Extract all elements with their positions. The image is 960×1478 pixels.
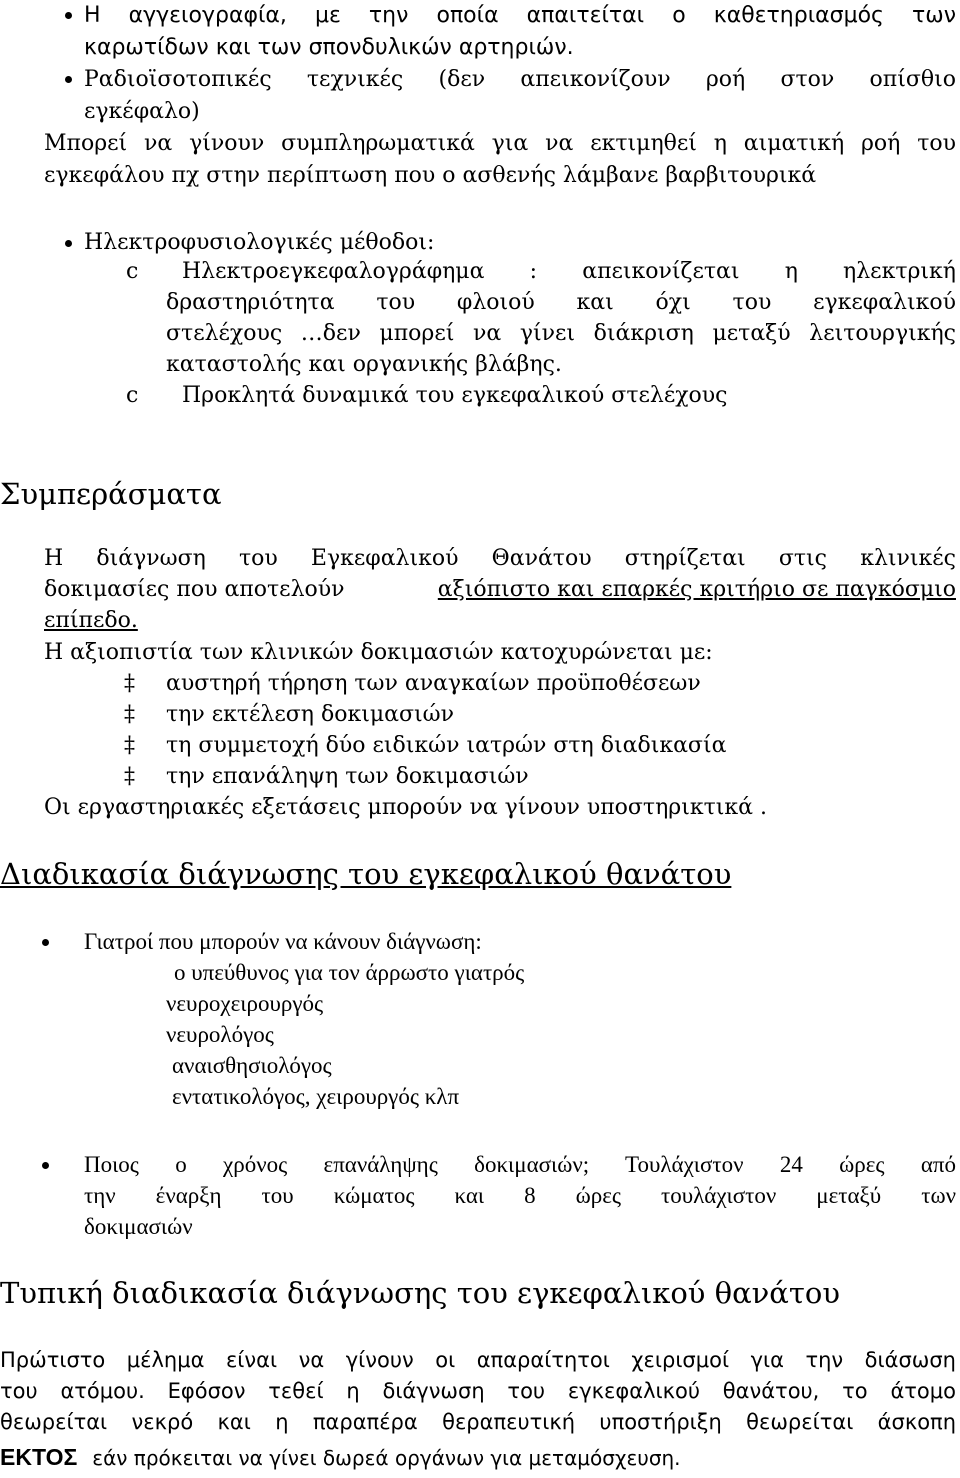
typical-procedure-heading: Τυπική διαδικασία διάγνωσης του εγκεφαλικού θανάτου (0, 1276, 841, 1310)
doctor-item: εντατικολόγος, χειρουργός κλπ (172, 1084, 460, 1109)
typical-line-2: του ατόμου. Εφόσον τεθεί η διάγνωση του εγκεφαλικού θανάτου, το άτομο (0, 1379, 956, 1403)
double-dagger-icon: ‡ (124, 671, 135, 696)
double-dagger-icon: ‡ (124, 733, 135, 758)
supplementary-line-2: εγκεφάλου πχ στην περίπτωση που ο ασθενής λάμβανε βαρβιτουρικά (44, 163, 817, 188)
diagnosis-line-2-plain: δοκιμασίες που αποτελούν (44, 577, 345, 602)
evoked-potentials: Προκλητά δυναμικά του εγκεφαλικού στελέχους (182, 383, 728, 408)
repetition-time-line-2: την έναρξη του κώματος και 8 ώρες τουλάχιστον μεταξύ των (84, 1183, 956, 1208)
condition-item: την επανάληψη των δοκιμασιών (166, 764, 529, 789)
conclusions-heading: Συμπεράσματα (0, 477, 222, 511)
bullet-icon (65, 76, 72, 83)
typical-line-3: θεωρείται νεκρό και η παραπέρα θεραπευτική υποστήριξη θεωρείται άσκοπη (0, 1410, 956, 1434)
radioisotope-line-2: εγκέφαλο) (84, 99, 200, 124)
condition-item: την εκτέλεση δοκιμασιών (166, 702, 454, 727)
eeg-line-1: Ηλεκτροεγκεφαλογράφημα : απεικονίζεται η ηλεκτρική (182, 259, 956, 284)
sub-item-marker: c (126, 383, 139, 408)
double-dagger-icon: ‡ (124, 764, 135, 789)
doctor-item: νευρολόγος (166, 1022, 274, 1047)
eeg-line-2: δραστηριότητα του φλοιού και όχι του εγκεφαλικού (166, 290, 956, 315)
condition-item: τη συμμετοχή δύο ειδικών ιατρών στη διαδικασία (166, 733, 727, 758)
doctors-intro: Γιατροί που μπορούν να κάνουν διάγνωση: (84, 929, 482, 954)
bullet-icon (65, 240, 72, 247)
bullet-icon (65, 12, 72, 19)
doctor-item: αναισθησιολόγος (172, 1053, 332, 1078)
eeg-line-3: στελέχους …δεν μπορεί να γίνει διάκριση μεταξύ λειτουργικής (166, 321, 956, 346)
repetition-time-line-3: δοκιμασιών (84, 1214, 193, 1239)
diagnosis-line-2-underlined: αξιόπιστο και επαρκές κριτήριο σε παγκόσμιο (437, 577, 956, 602)
condition-item: αυστηρή τήρηση των αναγκαίων προϋποθέσεων (166, 671, 701, 696)
typical-line-4 (0, 1442, 681, 1474)
diagnosis-line-3: επίπεδο. (44, 608, 138, 633)
electrophysiology-title: Ηλεκτροφυσιολογικές μέθοδοι: (84, 230, 435, 255)
except-label: ΕΚΤΟΣ (0, 1444, 78, 1470)
diagnosis-line-1: Η διάγνωση του Εγκεφαλικού Θανάτου στηρίζεται στις κλινικές (44, 546, 956, 571)
bullet-icon (42, 939, 49, 946)
supplementary-line-1: Μπορεί να γίνουν συμπληρωματικά για να εκτιμηθεί η αιματική ροή του (44, 131, 956, 156)
bullet-icon (42, 1162, 49, 1169)
reliability-intro: Η αξιοπιστία των κλινικών δοκιμασιών κατοχυρώνεται με: (44, 640, 713, 665)
radioisotope-line-1: Ραδιοϊσοτοπικές τεχνικές (δεν απεικονίζουν ροή στον οπίσθιο (84, 67, 956, 92)
eeg-line-4: καταστολής και οργανικής βλάβης. (166, 352, 562, 377)
angiography-line-1: Η αγγειογραφία, με την οποία απαιτείται ο καθετηριασμός των (84, 3, 956, 28)
repetition-time-line-1: Ποιος ο χρόνος επανάληψης δοκιμασιών; Τουλάχιστον 24 ώρες από (84, 1152, 956, 1177)
diagnosis-line-2 (44, 575, 956, 605)
typical-line-1: Πρώτιστο μέλημα είναι να γίνουν οι απαραίτητοι χειρισμοί για την διάσωση (0, 1348, 956, 1372)
doctor-item: ο υπεύθυνος για τον άρρωστο γιατρός (174, 960, 525, 985)
double-dagger-icon: ‡ (124, 702, 135, 727)
lab-tests-note: Οι εργαστηριακές εξετάσεις μπορούν να γίνουν υποστηρικτικά . (44, 795, 767, 820)
doctor-item: νευροχειρουργός (166, 991, 324, 1016)
sub-item-marker: c (126, 259, 139, 284)
procedure-heading: Διαδικασία διάγνωσης του εγκεφαλικού θανάτου (0, 857, 732, 891)
except-text: εάν πρόκειται να γίνει δωρεά οργάνων για μεταμόσχευση. (92, 1446, 681, 1470)
angiography-line-2: καρωτίδων και των σπονδυλικών αρτηριών. (84, 35, 574, 60)
